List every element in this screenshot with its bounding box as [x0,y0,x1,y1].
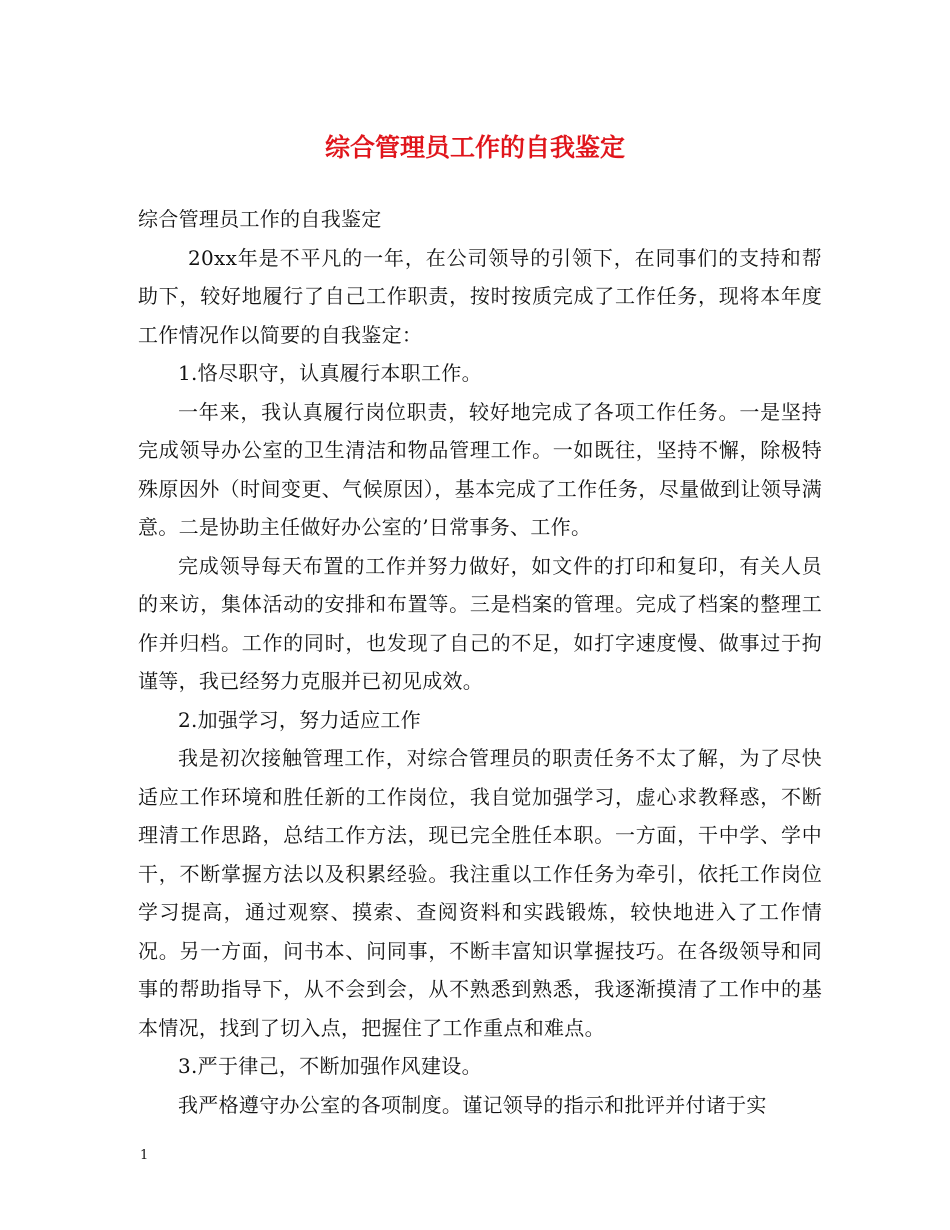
section-heading-2: 2.加强学习，努力适应工作 [178,707,421,732]
document-body [138,200,822,1124]
section-heading-1: 1.恪尽职守，认真履行本职工作。 [178,361,482,385]
paragraph: 我严格遵守办公室的各项制度。谨记领导的指示和批评并付诸于实 [178,1092,767,1117]
paragraph: 完成领导每天布置的工作并努力做好，如文件的打印和复印，有关人员的来访，集体活动的安排和布置等。三是档案的管理。完成了档案的整理工作并归档。工作的同时，也发现了自己的不足，如打字速度慢、做事过于拘谨等，我已经努力克服并已初见成效。 [138,553,822,693]
paragraph: 一年来，我认真履行岗位职责，较好地完成了各项工作任务。一是坚持完成领导办公室的卫生清洁和物品管理工作。一如既往，坚持不懈，除极特殊原因外（时间变更、气候原因），基本完成了工作任务，尽量做到让领导满意。二是协助主任做好办公室的’日常事务、工作。 [138,399,822,539]
document-subtitle: 综合管理员工作的自我鉴定 [138,207,382,231]
document-title: 综合管理员工作的自我鉴定 [324,133,625,162]
page-number: 1 [140,1148,149,1163]
paragraph-intro: 20xx年是不平凡的一年，在公司领导的引领下，在同事们的支持和帮助下，较好地履行了自己工作职责，按时按质完成了工作任务，现将本年度工作情况作以简要的自我鉴定： [138,245,822,347]
section-heading-3: 3.严于律己，不断加强作风建设。 [178,1054,482,1078]
paragraph: 我是初次接触管理工作，对综合管理员的职责任务不太了解，为了尽快适应工作环境和胜任新的工作岗位，我自觉加强学习，虚心求教释惑，不断理清工作思路，总结工作方法，现已完全胜任本职。一方面，干中学、学中干，不断掌握方法以及积累经验。我注重以工作任务为牵引，依托工作岗位学习提高，通过观察、摸索、查阅资料和实践锻炼，较快地进入了工作情况。另一方面，问书本、问同事，不断丰富知识掌握技巧。在各级领导和同事的帮助指导下，从不会到会，从不熟悉到熟悉，我逐渐摸清了工作中的基本情况，找到了切入点，把握住了工作重点和难点。 [138,746,822,1040]
